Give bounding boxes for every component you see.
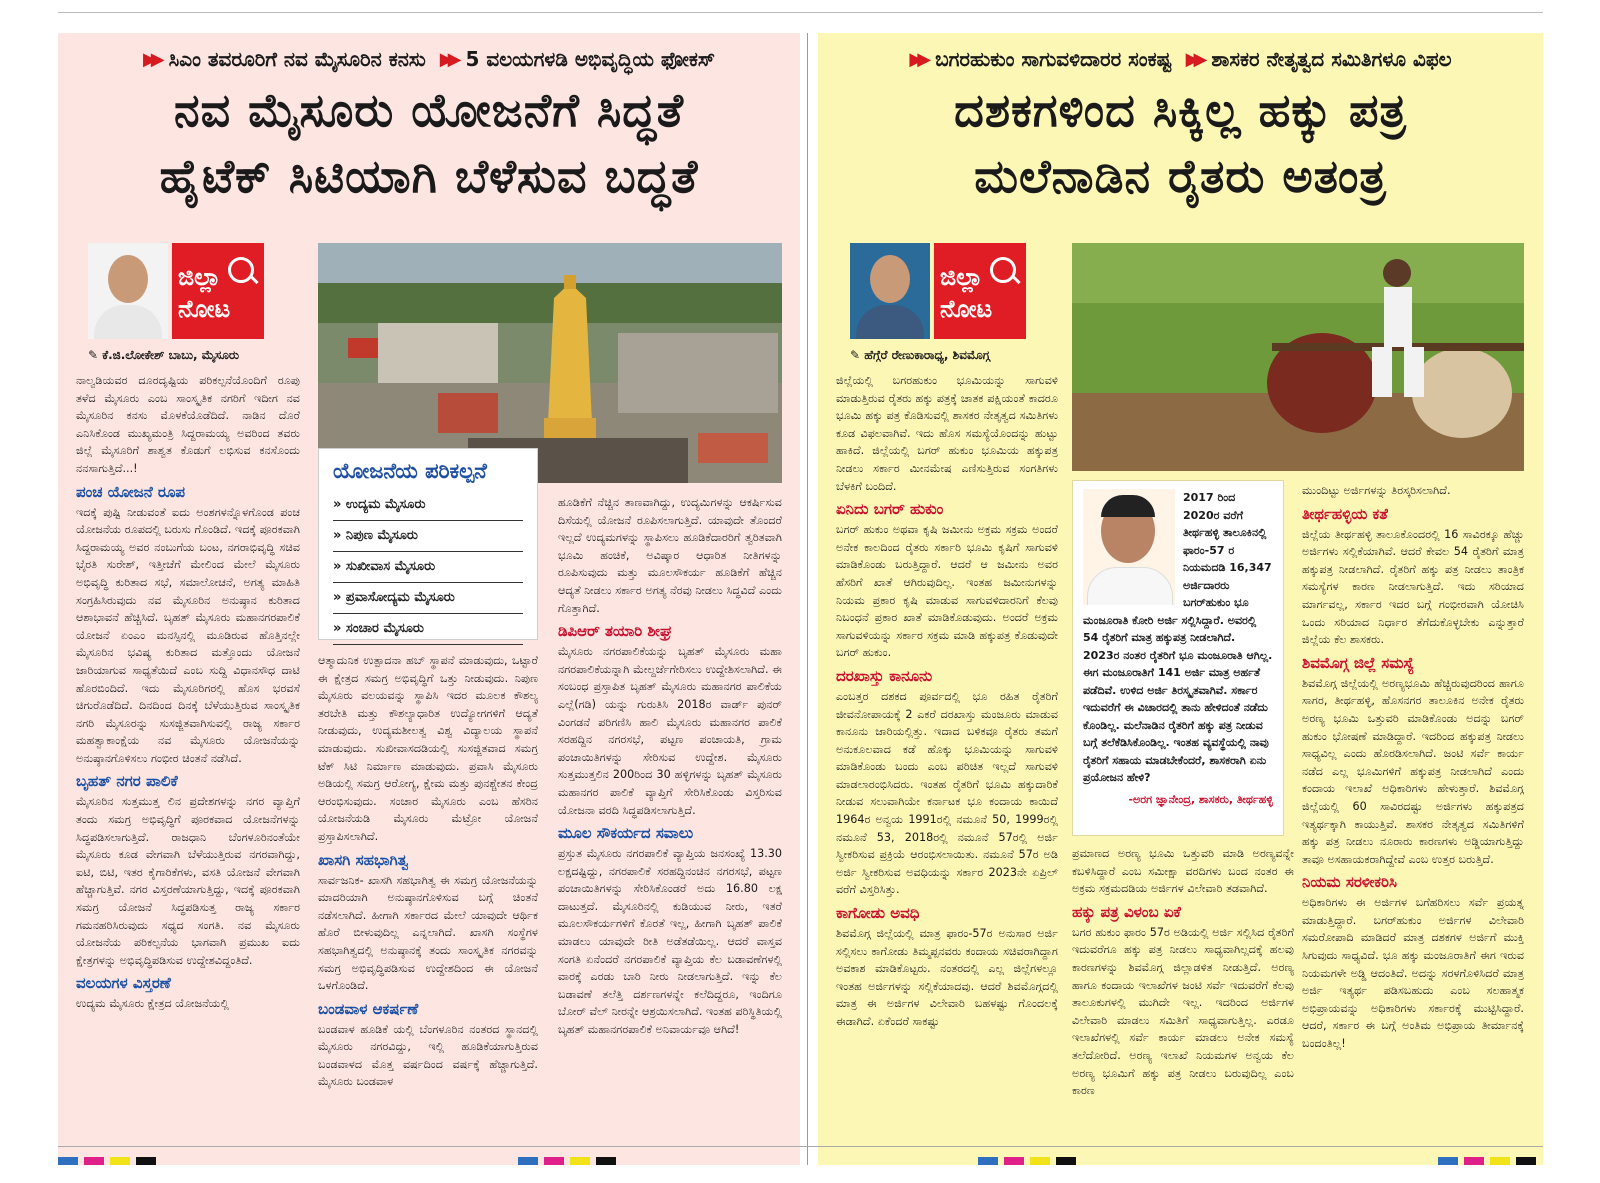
magnifier-icon — [228, 257, 254, 283]
left-kickers — [72, 47, 786, 71]
mla-photo — [1083, 489, 1175, 605]
right-headline — [832, 77, 1529, 209]
jilla-nota-logo: ಜಿಲ್ಲಾ ನೋಟ — [172, 243, 264, 339]
quote-attribution: -ಅರಗ ಜ್ಞಾನೇಂದ್ರ, ಶಾಸಕರು, ತೀರ್ಥಹಳ್ಳಿ — [1128, 792, 1273, 806]
right-column-3 — [1302, 482, 1524, 1142]
paragraph: ಶಿವಮೊಗ್ಗ ಜಿಲ್ಲೆಯಲ್ಲಿ ಅರಣ್ಯಭೂಮಿ ಹೆಚ್ಚಿರುವುದರಿಂದ ಹಾಗೂ ಸಾಗರ, ತೀರ್ಥಹಳ್ಳಿ, ಹೊಸನಗರ ತಾಲೂಕಿನ ಅನೇಕ ರೈತರು ಅರಣ್ಯ ಭೂಮಿ ಒತ್ತುವರಿ ಮಾಡಿಕೊಂಡು ಅದನ್ನು ಬಗರ್ ಹುಕುಂ ಭೋಷಣೆ ಮಾಡಿದ್ದಾರೆ. ಇದರಿಂದ ಹಕ್ಕುಪತ್ರ ನೀಡಲು ಸಾಧ್ಯವಿಲ್ಲ ಎಂದು ಹೊರಡಿಸಲಾಗಿದೆ. ಜಂಟಿ ಸರ್ವೆ ಕಾರ್ಯ ನಡೆದ ಎಲ್ಲ ಭೂಮಿಗಳಿಗೆ ಹಕ್ಕುಪತ್ರ ನೀಡಲಾಗಿದೆ ಎಂದು ಕಂದಾಯ ಇಲಾಖೆ ಅಧಿಕಾರಿಗಳು ಹೇಳುತ್ತಾರೆ. ಶಿವಮೊಗ್ಗ ಜಿಲ್ಲೆಯಲ್ಲಿ 60 ಸಾವಿರದಷ್ಟು ಅರ್ಜಿಗಳು ಹಕ್ಕುಪತ್ರದ ಇತ್ಯರ್ಥಕ್ಕಾಗಿ ಕಾಯುತ್ತಿವೆ. ಶಾಸಕರ ನೇತೃತ್ವದ ಸಮಿತಿಗಳಿಗೆ ಹಕ್ಕು ಪತ್ರ ನೀಡಲು ನೂರಾರು ಕಾರಣಗಳು ಅಡ್ಡಿಯಾಗುತ್ತಿದ್ದು ತಾವೂ ಅಸಹಾಯಕರಾಗಿದ್ದೇವೆ ಎಂಬ ಉತ್ತರ ಬರುತ್ತಿದೆ. — [1302, 676, 1524, 866]
kicker-text: ಬಗರಹುಕುಂ ಸಾಗುವಳಿದಾರರ ಸಂಕಷ್ಟ — [935, 47, 1172, 71]
right-column-1 — [836, 372, 1058, 1142]
paragraph: ಬಗರ ಹುಕುಂ ಫಾರಂ 57ರ ಅಡಿಯಲ್ಲಿ ಅರ್ಜಿ ಸಲ್ಲಿಸಿದ ರೈತರಿಗೆ ಇದುವರೆಗೂ ಹಕ್ಕು ಪತ್ರ ನೀಡಲು ಸಾಧ್ಯವಾಗಿಲ್ಲದಕ್ಕೆ ಹಲವು ಕಾರಣಗಳನ್ನು ಶಿವಮೊಗ್ಗ ಜಿಲ್ಲಾಡಳಿತ ನೀಡುತ್ತಿದೆ. ಅರಣ್ಯ ಹಾಗೂ ಕಂದಾಯ ಇಲಾಖೆಗಳ ಜಂಟಿ ಸರ್ವೆ ಇದುವರೆಗೆ ಕೆಲವು ತಾಲೂಕುಗಳಲ್ಲಿ ಮುಗಿದೇ ಇಲ್ಲ. ಇದರಿಂದ ಅರ್ಜಿಗಳ ವಿಲೇವಾರಿ ಮಾಡಲು ಸಮಿತಿಗೆ ಸಾಧ್ಯವಾಗುತ್ತಿಲ್ಲ. ಎರಡೂ ಇಲಾಖೆಗಳಲ್ಲಿ ಸರ್ವೆ ಕಾರ್ಯ ಮಾಡಲು ಅನೇಕ ಸಮಸ್ಯೆ ತಲೆದೋರಿದೆ. ಅರಣ್ಯ ಇಲಾಖೆ ನಿಯಮಗಳ ಅನ್ವಯ ಕೆಲ ಅರಣ್ಯ ಭೂಮಿಗೆ ಹಕ್ಕು ಪತ್ರ ನೀಡಲು ಬರುವುದಿಲ್ಲ ಎಂಬ ಕಾರಣ — [1072, 925, 1294, 1098]
list-item: » ನಿಪುಣ ಮೈಸೂರು — [333, 521, 523, 552]
kicker — [1186, 47, 1452, 71]
list-item: » ಉದ್ಯಮ ಮೈಸೂರು — [333, 490, 523, 521]
subheading: ಶಿವಮೊಗ್ಗ ಜಿಲ್ಲೆ ಸಮಸ್ಯೆ — [1302, 653, 1415, 672]
list-item: » ಸುಖೀವಾಸ ಮೈಸೂರು — [333, 552, 523, 583]
headline-line: ನವ ಮೈಸೂರು ಯೋಜನೆಗೆ ಸಿದ್ಧತೆ — [174, 83, 684, 137]
subheading: ವಲಯಗಳ ವಿಸ್ತರಣೆ — [76, 974, 171, 993]
kicker — [143, 47, 426, 71]
paragraph: ಮುಂದಿಟ್ಟು ಅರ್ಜಿಗಳನ್ನು ತಿರಸ್ಕರಿಸಲಾಗಿದೆ. — [1302, 484, 1451, 497]
left-column-2 — [318, 652, 538, 1142]
headline-line: ದಶಕಗಳಿಂದ ಸಿಕ್ಕಿಲ್ಲ ಹಕ್ಕು ಪತ್ರ — [954, 83, 1407, 137]
mla-quote-box — [1072, 480, 1284, 836]
jilla-nota-logo: ಜಿಲ್ಲಾ ನೋಟ — [934, 243, 1026, 339]
temple-aerial-photo — [318, 243, 782, 483]
kicker — [909, 47, 1171, 71]
subheading: ಡಿಪಿಆರ್ ತಯಾರಿ ಶೀಘ್ರ — [558, 622, 672, 641]
subheading: ಖಾಸಗಿ ಸಹಭಾಗಿತ್ವ — [318, 850, 409, 869]
headline-line: ಹೈಟೆಕ್ ಸಿಟಿಯಾಗಿ ಬೆಳೆಸುವ ಬದ್ಧತೆ — [159, 149, 699, 203]
paragraph: ಎಂಬತ್ತರ ದಶಕದ ಪೂರ್ವದಲ್ಲಿ ಭೂ ರಹಿತ ರೈತರಿಗೆ ಜೀವನೋಪಾಯಕ್ಕೆ 2 ಎಕರೆ ದರಖಾಸ್ತು ಮಂಜೂರು ಮಾಡುವ ಕಾನೂನು ಜಾರಿಯಲ್ಲಿತ್ತು. ಇದಾದ ಬಳಿಕವೂ ರೈತರು ತಮಗೆ ಅನುಕೂಲವಾದ ಕಡೆ ಹೊಕ್ಕು ಭೂಮಿಯನ್ನು ಸಾಗುವಳಿ ಮಾಡಿಕೊಂಡು ಬಂದು ಎಂಬ ಪರಿಚಿತ ಇಲ್ಲದೆ ಸಾಗುವಳಿ ಮಾಡಲಾರಂಭಿಸಿದರು. ಇಂತಹ ರೈತರಿಗೆ ಭೂಮಿ ಹಕ್ಕುದಾರಿಕೆ ನೀಡುವ ಸಲುವಾಗಿಯೇ ಕರ್ನಾಟಕ ಭೂ ಕಂದಾಯ ಕಾಯಿದೆ 1964ರ ಅನ್ವಯ 1991ರಲ್ಲಿ ನಮೂನೆ 50, 1999ರಲ್ಲಿ ನಮೂನೆ 53, 2018ರಲ್ಲಿ ನಮೂನೆ 57ರಲ್ಲಿ ಅರ್ಜಿ ಸ್ವೀಕರಿಸುವ ಪ್ರಕ್ರಿಯೆ ಆರಂಭಿಸಲಾಯಿತು. ನಮೂನೆ 57ರ ಅಡಿ ಅರ್ಜಿ ಸ್ವೀಕರಿಸುವ ಅವಧಿಯನ್ನು ಸರ್ಕಾರ 2023ನೇ ಏಪ್ರಿಲ್ ವರೆಗೆ ವಿಸ್ತರಿಸಿತ್ತು. — [836, 689, 1058, 897]
quote-text: 2017 ರಿಂದ 2020ರ ವರೆಗೆ ತೀರ್ಥಹಳ್ಳಿ ತಾಲೂಕಿನಲ್ಲಿ ಫಾರಂ-57 ರ ನಿಯಮದಡಿ 16,347 ಅರ್ಜಿದಾರರು ಬಗರ್‌ಹುಕುಂ ಭೂ ಮಂಜೂರಾತಿ ಕೋರಿ ಅರ್ಜಿ ಸಲ್ಲಿಸಿದ್ದಾರೆ. ಅವರಲ್ಲಿ 54 ರೈತರಿಗೆ ಮಾತ್ರ ಹಕ್ಕುಪತ್ರ ನೀಡಲಾಗಿದೆ. 2023ರ ನಂತರ ರೈತರಿಗೆ ಭೂ ಮಂಜೂರಾತಿ ಆಗಿಲ್ಲ. ಈಗ ಮಂಜೂರಾತಿಗೆ 141 ಅರ್ಜಿ ಮಾತ್ರ ಅರ್ಹತೆ ಪಡೆದಿವೆ. ಉಳಿದ ಅರ್ಜಿ ತಿರಸ್ಕೃತವಾಗಿವೆ. ಸರ್ಕಾರ ಇದುವರೆಗೆ ಈ ವಿಚಾರದಲ್ಲಿ ತಾನು ಹೇಳಿದಂತೆ ನಡೆದು ಕೊಂಡಿಲ್ಲ. ಮಲೆನಾಡಿನ ರೈತರಿಗೆ ಹಕ್ಕು ಪತ್ರ ನೀಡುವ ಬಗ್ಗೆ ತಲೆಕೆಡಿಸಿಕೊಂಡಿಲ್ಲ. ಇಂತಹ ವ್ಯವಸ್ಥೆಯಲ್ಲಿ ನಾವು ರೈತರಿಗೆ ಸಹಾಯ ಮಾಡಬೇಕೆಂದರೆ, ಶಾಸಕರಾಗಿ ಏನು ಪ್ರಯೋಜನ ಹೇಳಿ? — [1083, 491, 1273, 784]
subheading: ನಿಯಮ ಸರಳೀಕರಿಸಿ — [1302, 873, 1397, 892]
list-item: » ಪ್ರವಾಸೋದ್ಯಮ ಮೈಸೂರು — [333, 583, 523, 614]
paragraph: ಪ್ರಮಾಣದ ಅರಣ್ಯ ಭೂಮಿ ಒತ್ತುವರಿ ಮಾಡಿ ಅರಣ್ಯವನ್ನೇ ಕಬಳಿಸಿದ್ದಾರೆ ಎಂಬ ಸಮೀಕ್ಷಾ ವರದಿಗಳು ಬಂದ ನಂತರ ಈ ಅಕ್ರಮ ಸಕ್ರಮದಡಿಯ ಅರ್ಜಿಗಳ ವಿಲೇವಾರಿ ತಡವಾಗಿದೆ. — [1072, 847, 1294, 896]
paragraph: ಅಧಿಕಾರಿಗಳು ಈ ಅರ್ಜಿಗಳ ಬಗೆಹರಿಸಲು ಸರ್ವೆ ಪ್ರಯತ್ನ ಮಾಡುತ್ತಿದ್ದಾರೆ. ಬಗರ್‌ಹುಕುಂ ಅರ್ಜಿಗಳ ವಿಲೇವಾರಿ ಸಮರೋಪಾದಿ ಮಾಡಿದರೆ ಮಾತ್ರ ದಶಕಗಳ ಅರ್ಜಿಗೆ ಮುಕ್ತಿ ಸಿಗುವುದು ಸಾಧ್ಯವಿದೆ. ಭೂ ಹಕ್ಕು ಮಂಜೂರಾತಿಗೆ ಈಗ ಇರುವ ನಿಯಮಗಳೇ ಅಡ್ಡಿ ಆದಂತಿದೆ. ಅದನ್ನು ಸರಳಗೊಳಿಸಿದರೆ ಮಾತ್ರ ಅರ್ಜಿ ಇತ್ಯರ್ಥ ಪಡಿಸಬಹುದು ಎಂಬ ಸಲಹಾತ್ಮಕ ಅಭಿಪ್ರಾಯವನ್ನು ಅಧಿಕಾರಿಗಳು ಸರ್ಕಾರಕ್ಕೆ ಮುಟ್ಟಿಸಿದ್ದಾರೆ. ಆದರೆ, ಸರ್ಕಾರ ಈ ಬಗ್ಗೆ ಅಂತಿಮ ಅಭಿಪ್ರಾಯ ತೀರ್ಮಾನಕ್ಕೆ ಬಂದಂತಿಲ್ಲ! — [1302, 896, 1524, 1051]
byline: ✎ ಕೆ.ಜಿ.ಲೋಕೇಶ್ ಬಾಬು, ಮೈಸೂರು — [88, 348, 240, 362]
right-column-2 — [1072, 845, 1294, 1142]
subheading: ದರಖಾಸ್ತು ಕಾನೂನು — [836, 666, 933, 685]
paragraph: ನಾಲ್ವಡಿಯವರ ದೂರದೃಷ್ಟಿಯ ಪರಿಕಲ್ಪನೆಯೊಂದಿಗೆ ರೂಪು ತಳೆದ ಮೈಸೂರು ಎಂಬ ಸಾಂಸ್ಕೃತಿಕ ನಗರಿಗೆ ಇದೀಗ ನವ ಮೈಸೂರಿನ ಕನಸು ಮೊಳಕೆಯೊಡೆದಿದೆ. ನಾಡಿನ ದೊರೆ ಎನಿಸಿಕೊಂಡ ಮುಖ್ಯಮಂತ್ರಿ ಸಿದ್ದರಾಮಯ್ಯ ಅವರಿಂದ ತವರು ಜಿಲ್ಲೆ ಮೈಸೂರಿಗೆ ಶಾಶ್ವತ ಕೊಡುಗೆ ಲಭಿಸುವ ಕನಸೊಂದು ನನಸಾಗುತ್ತಿದೆ...! — [76, 374, 300, 475]
kicker-text: ಸಿಎಂ ತವರೂರಿಗೆ ನವ ಮೈಸೂರಿನ ಕನಸು — [168, 47, 426, 71]
top-rule — [58, 12, 1543, 13]
box-title: ಯೋಜನೆಯ ಪರಿಕಲ್ಪನೆ — [333, 459, 487, 483]
list-item: » ಸಂಚಾರ ಮೈಸೂರು — [333, 614, 523, 645]
left-column-3 — [558, 494, 782, 1142]
paragraph: ಆತ್ಮಾದುನಿಕ ಉತ್ಪಾದನಾ ಹಬ್ ಸ್ಥಾಪನೆ ಮಾಡುವುದು, ಒಟ್ಟಾರೆ ಈ ಕ್ಷೇತ್ರದ ಸಮಗ್ರ ಅಭಿವೃದ್ಧಿಗೆ ಒತ್ತು ನೀಡುವುದು. ನಿಪುಣ ಮೈಸೂರು ವಲಯವನ್ನು ಸ್ಥಾಪಿಸಿ ಇದರ ಮೂಲಕ ಕೌಶಲ್ಯ ತರಬೇತಿ ಮತ್ತು ಕೌಶಲ್ಯಾಧಾರಿತ ಉದ್ಯೋಗಗಳಿಗೆ ಆದ್ಯತೆ ನೀಡುವುದು, ಉದ್ಯಮಶೀಲತ್ವ ವಿಶ್ವ ವಿದ್ಯಾಲಯ ಸ್ಥಾಪನೆ ಮಾಡುವುದು. ಸುಖೀವಾಸದಡಿಯಲ್ಲಿ ಸುಸಜ್ಜಿತವಾದ ಸಮಗ್ರ ಟೆಕ್ ಸಿಟಿ ನಿರ್ಮಾಣ ಮಾಡುವುದು. ಪ್ರವಾಸಿ ಮೈಸೂರು ಅಡಿಯಲ್ಲಿ ಸಮಗ್ರ ಆರೋಗ್ಯ, ಕ್ಷೇಮ ಮತ್ತು ಪುನಶ್ಚೇತನ ಕೇಂದ್ರ ಆರಂಭಿಸುವುದು. ಸಂಚಾರ ಮೈಸೂರು ಎಂಬ ಹೆಸರಿನ ಯೋಜನೆಯಡಿ ಮೈಸೂರು ಮೆಟ್ರೋ ಯೋಜನೆ ಪ್ರಸ್ತಾಪಿಸಲಾಗಿದೆ. — [318, 654, 538, 843]
subheading: ಬೃಹತ್ ನಗರ ಪಾಲಿಕೆ — [76, 772, 178, 791]
right-kickers — [832, 47, 1529, 71]
left-headline — [72, 77, 786, 209]
headline-line: ಮಲೆನಾಡಿನ ರೈತರು ಅತಂತ್ರ — [974, 149, 1387, 203]
registration-marks — [58, 1157, 156, 1165]
paragraph: ಮೈಸೂರಿನ ಸುತ್ತಮುತ್ತ ಲಿನ ಪ್ರದೇಶಗಳನ್ನು ನಗರ ವ್ಯಾಪ್ತಿಗೆ ತಂದು ಸಮಗ್ರ ಅಭಿವೃದ್ಧಿಗೆ ಪೂರಕವಾದ ಯೋಜನೆಗಳನ್ನು ಸಿದ್ಧಪಡಿಸಲಾಗುತ್ತಿದೆ. ರಾಜಧಾನಿ ಬೆಂಗಳೂರಿನಂತೆಯೇ ಮೈಸೂರು ಕೂಡ ವೇಗವಾಗಿ ಬೆಳೆಯುತ್ತಿರುವ ನಗರವಾಗಿದ್ದು, ಐಟಿ, ಬಿಟಿ, ಇತರ ಕೈಗಾರಿಕೆಗಳು, ವಸತಿ ಯೋಜನೆ ವೇಗವಾಗಿ ಹೆಚ್ಚಾಗುತ್ತಿವೆ. ನಗರ ವಿಸ್ತರಣೆಯಾಗುತ್ತಿದ್ದು, ಇದಕ್ಕೆ ಪೂರಕವಾಗಿ ಸಮಗ್ರ ಯೋಜನೆ ಸಿದ್ಧಪಡಿಸುತ್ತ ರಾಜ್ಯ ಸರ್ಕಾರ ಗಮನಹರಿಸಿರುವುದು ಸಧ್ಯದ ಸಂಗತಿ. ನವ ಮೈಸೂರು ಯೋಜನೆಯ ಪರಿಕಲ್ಪನೆಯ ಭಾಗವಾಗಿ ಪ್ರಮುಖ ಐದು ಕ್ಷೇತ್ರಗಳನ್ನು ಅಭಿವೃದ್ಧಿಪಡಿಸುವ ಉದ್ದೇಶವಿದ್ದಂತಿದೆ. — [76, 795, 300, 967]
double-arrow-icon: ▶▶ — [909, 48, 926, 70]
registration-marks — [518, 1157, 616, 1165]
registration-marks — [1438, 1157, 1536, 1165]
subheading: ಬಂಡವಾಳ ಆಕರ್ಷಣೆ — [318, 999, 419, 1018]
reporter-photo — [850, 243, 930, 339]
kicker-text: ಶಾಸಕರ ನೇತೃತ್ವದ ಸಮಿತಿಗಳೂ ವಿಫಲ — [1211, 47, 1452, 71]
subheading: ಕಾಗೋಡು ಅವಧಿ — [836, 904, 920, 923]
paragraph: ಬಗರ್ ಹುಕುಂ ಅಥವಾ ಕೃಷಿ ಜಮೀನು ಅಕ್ರಮ ಸಕ್ರಮ ಅಂದರೆ ಅನೇಕ ಕಾಲದಿಂದ ರೈತರು ಸರ್ಕಾರಿ ಭೂಮಿ ಕೃಷಿಗೆ ಸಾಗುವಳಿ ಮಾಡಿಕೊಂಡು ಬರುತ್ತಿದ್ದಾರೆ. ಆದರೆ ಆ ಜಮೀನು ಅವರ ಹೆಸರಿಗೆ ಖಾತೆ ಆಗಿರುವುದಿಲ್ಲ. ಇಂತಹ ಜಮೀನುಗಳನ್ನು ನಿಯಮ ಪ್ರಕಾರ ಕೃಷಿ ಮಾಡುವ ಸಾಗುವಳಿದಾರನಿಗೆ ಕೆಲವು ನಿಬಂಧನೆ ಪ್ರಕಾರ ಖಾತೆ ಮಾಡಿಕೊಡುವುದು. ಅಂದರೆ ಅಕ್ರಮ ಸಾಗುವಳಿಯನ್ನು ಸರ್ಕಾರ ಸಕ್ರಮ ಮಾಡಿ ಹಕ್ಕುಪತ್ರ ಕೊಡುವುದೇ ಬಗರ್ ಹುಕುಂ. — [836, 523, 1058, 660]
paragraph: ಬಂಡವಾಳ ಹೂಡಿಕೆ ಯಲ್ಲಿ ಬೆಂಗಳೂರಿನ ನಂತರದ ಸ್ಥಾನದಲ್ಲಿ ಮೈಸೂರು ನಗರವಿದ್ದು, ಇಲ್ಲಿ ಹೂಡಿಕೆಯಾಗುತ್ತಿರುವ ಬಂಡವಾಳದ ಮೊತ್ತ ವರ್ಷದಿಂದ ವರ್ಷಕ್ಕೆ ಹೆಚ್ಚಾಗುತ್ತಿದೆ. ಮೈಸೂರು ಬಂಡವಾಳ — [318, 1022, 538, 1089]
paragraph: ಉದ್ಯಮ ಮೈಸೂರು ಕ್ಷೇತ್ರದ ಯೋಜನೆಯಲ್ಲಿ — [76, 997, 229, 1011]
kicker-text: 5 ವಲಯಗಳಡಿ ಅಭಿವೃದ್ಧಿಯ ಫೋಕಸ್ — [465, 47, 716, 71]
byline: ✎ ಹೆಗ್ಗೆರೆ ರೇಣುಕಾರಾಧ್ಯ, ಶಿವಮೊಗ್ಗ — [850, 348, 990, 362]
subheading: ಏನಿದು ಬಗರ್ ಹುಕುಂ — [836, 500, 944, 519]
subheading: ಪಂಚ ಯೋಜನೆ ರೂಪ — [76, 482, 186, 501]
left-column-1 — [76, 372, 300, 1142]
farmer-ploughing-photo — [1072, 243, 1524, 471]
paragraph: ಹೂಡಿಕೆಗೆ ನೆಚ್ಚಿನ ತಾಣವಾಗಿದ್ದು, ಉದ್ಯಮಿಗಳನ್ನು ಆಕರ್ಷಿಸುವ ದಿಸೆಯಲ್ಲಿ ಯೋಜನೆ ರೂಪಿಸಲಾಗುತ್ತಿದೆ. ಯಾವುದೇ ತೊಂದರೆ ಇಲ್ಲದೆ ಉದ್ಯಮಗಳನ್ನು ಸ್ಥಾಪಿಸಲು ಹೂಡಿಕೆದಾರರಿಗೆ ತ್ವರಿತವಾಗಿ ಭೂಮಿ ಹಂಚಿಕೆ, ಅವಿಷ್ಕಾರ ಆಧಾರಿತ ನೀತಿಗಳನ್ನು ರೂಪಿಸುವುದು ಮತ್ತು ಮೂಲಸೌಕರ್ಯ ಹೂಡಿಕೆಗೆ ಹೆಚ್ಚಿನ ಆದ್ಯತೆ ನೀಡಲು ಸರ್ಕಾರ ಅಗತ್ಯ ನೆರವು ನೀಡಲು ಸಿದ್ಧವಿದೆ ಎಂದು ಗೊತ್ತಾಗಿದೆ. — [558, 496, 782, 615]
registration-marks — [978, 1157, 1076, 1165]
paragraph: ಪ್ರಸ್ತುತ ಮೈಸೂರು ನಗರಪಾಲಿಕೆ ವ್ಯಾಪ್ತಿಯ ಜನಸಂಖ್ಯೆ 13.30 ಲಕ್ಷದಷ್ಟಿದ್ದು, ನಗರಪಾಲಿಕೆ ಸರಹದ್ದಿನಂಚಿನ ನಗರಸಭೆ, ಪಟ್ಟಣ ಪಂಚಾಯಿತಿಗಳನ್ನು ಸೇರಿಸಿಕೊಂಡರೆ ಅದು 16.80 ಲಕ್ಷ ದಾಟುತ್ತದೆ. ಮೈಸೂರಿನಲ್ಲಿ ಕುಡಿಯುವ ನೀರು, ಇತರೆ ಮೂಲಸೌಕರ್ಯಗಳಿಗೆ ಕೊರತೆ ಇಲ್ಲ, ಹೀಗಾಗಿ ಬೃಹತ್ ಪಾಲಿಕೆ ಮಾಡಲು ಯಾವುದೇ ರೀತಿ ಅಡೆತಡೆಯಿಲ್ಲ. ಆದರೆ ವಾಸ್ತವ ಸಂಗತಿ ಏನೆಂದರೆ ನಗರಪಾಲಿಕೆ ವ್ಯಾಪ್ತಿಯ ಕೆಲ ಬಡಾವಣೆಗಳಲ್ಲಿ ವಾರಕ್ಕೆ ಎರಡು ಬಾರಿ ನೀರು ನೀಡಲಾಗುತ್ತಿದೆ. ಇನ್ನು ಕೆಲ ಬಡಾವಣೆ ತಲೆತ್ತಿ ದರ್ಶಣಗಳನ್ನೇ ಕಲೆದಿದ್ದರೂ, ಇಂದಿಗೂ ಬೋರ್ ವೆಲ್ ನೀರನ್ನೇ ಆಶ್ರಯಿಸಲಾಗಿದೆ. ಇಂತಹ ಪರಿಸ್ಥಿತಿಯಲ್ಲಿ ಬೃಹತ್ ಮಹಾನಗರಪಾಲಿಕೆ ಅನಿವಾರ್ಯವೂ ಆಗಿದೆ! — [558, 847, 782, 1037]
page-divider — [807, 33, 808, 1165]
magnifier-icon — [990, 257, 1016, 283]
paragraph: ಮೈಸೂರು ನಗರಪಾಲಿಕೆಯನ್ನು ಬೃಹತ್ ಮೈಸೂರು ಮಹಾ ನಗರಪಾಲಿಕೆಯನ್ನಾಗಿ ಮೇಲ್ದರ್ಜೆಗೇರಿಸಲು ಉದ್ದೇಶಿಸಲಾಗಿದೆ. ಈ ಸಂಬಂಧ ಪ್ರಸ್ತಾಪಿತ ಬೃಹತ್ ಮೈಸೂರು ಮಹಾನಗರ ಪಾಲಿಕೆಯ ಎಲ್ಲೆ(ಗಡಿ) ಯನ್ನು ಗುರುತಿಸಿ 2018ರ ವಾರ್ಡ್ ಪುನರ್ ವಿಂಗಡನೆ ಪರಿಗಣಿಸಿ ಹಾಲಿ ಮೈಸೂರು ಮಹಾನಗರ ಪಾಲಿಕೆ ಸರಹದ್ದಿನ ನಗರಸಭೆ, ಪಟ್ಟಣ ಪಂಚಾಯತಿ, ಗ್ರಾಮ ಪಂಚಾಯಿತಿಗಳನ್ನು ಸೇರಿಸುವ ಉದ್ದೇಶ. ಮೈಸೂರು ಸುತ್ತಮುತ್ತಲಿನ 200ರಿಂದ 30 ಹಳ್ಳಿಗಳನ್ನು ಬೃಹತ್ ಮೈಸೂರು ಮಹಾನಗರ ಪಾಲಿಕೆ ವ್ಯಾಪ್ತಿಗೆ ಸೇರಿಸಿಕೊಂಡು ವಿಸ್ತರಿಸುವ ಯೋಜನಾ ವರದಿ ಸಿದ್ಧಪಡಿಸಲಾಗುತ್ತಿದೆ. — [558, 645, 782, 817]
plan-concept-box — [318, 448, 538, 640]
double-arrow-icon: ▶▶ — [439, 48, 456, 70]
kicker — [440, 47, 715, 71]
reporter-photo — [88, 243, 168, 339]
subheading: ಹಕ್ಕು ಪತ್ರ ವಿಳಂಬ ಏಕೆ — [1072, 902, 1181, 921]
paragraph: ಇದಕ್ಕೆ ಪುಷ್ಟಿ ನೀಡುವಂತೆ ಐದು ಅಂಶಗಳನ್ನೊಳಗೊಂಡ ಪಂಚ ಯೋಜನೆಯ ರೂಪದಲ್ಲಿ ಬರುಸು ಗೊಂಡಿದೆ. ಇದಕ್ಕೆ ಪೂರಕವಾಗಿ ಸಿದ್ದರಾಮಯ್ಯ ಅವರ ನಂಬುಗೆಯ ಬಂಟ, ನಗರಾಭಿವೃದ್ಧಿ ಸಚಿವ ಭೈರತಿ ಸುರೇಶ್, ಇತ್ತೀಚೆಗೆ ಮೇಲಿಂದ ಮೇಲೆ ಮೈಸೂರು ಅಭಿವೃದ್ಧಿ ಕುರಿತಾದ ಸಭೆ, ಸಮಾಲೋಚನೆ, ಅಗತ್ಯ ಮಾಹಿತಿ ಸಂಗ್ರಹಿಸಿರುವುದು ನವ ಮೈಸೂರಿನ ಅನುಷ್ಠಾನ ಕುರಿತಾದ ಆಶಾಭಾವನೆ ಹೆಚ್ಚಿಸಿದೆ. ಬೃಹತ್ ಮೈಸೂರು ಮಹಾನಗರಪಾಲಿಕೆ ಯೋಜನೆ ಏಂಎಂ ಮನಸ್ಸಿನಲ್ಲಿ ಮೂಡಿರುವ ಹೊತ್ತಿನಲ್ಲೇ ಮೈಸೂರಿನ ಭವಿಷ್ಯ ಕುರಿತಾದ ಮತ್ತೊಂದು ಯೋಜನೆ ಜಾರಿಯಾಗುವ ಸಾಧ್ಯತೆಯಿದೆ ಎಂಬ ಸುದ್ದಿ ವಿಧಾನಸೌಧ ದಾಟಿ ಹೊರಬಿಂದಿದೆ. ಇದು ಮೈಸೂರಿಗರಲ್ಲಿ ಹೊಸ ಭರವಸೆ ಚಿಗುರೊಡೆದಿದೆ. ದಿನದಿಂದ ದಿನಕ್ಕೆ ಬೆಳೆಯುತ್ತಿರುವ ಸಾಂಸ್ಕೃತಿಕ ನಗರಿ ಮೈಸೂರನ್ನು ಸುಸಜ್ಜಿತವಾಗಿಸುವಲ್ಲಿ ರಾಜ್ಯ ಸರ್ಕಾರ ಮಹತ್ವಾಕಾಂಕ್ಷೆಯ ನವ ಮೈಸೂರು ಯೋಜನೆಯನ್ನು ಅನುಷ್ಠಾನಗೊಳಿಸಲು ಗಂಭೀರ ಚಿಂತನೆ ನಡೆಸಿದೆ. — [76, 505, 300, 765]
double-arrow-icon: ▶▶ — [142, 48, 159, 70]
paragraph: ಸಾರ್ವಜನಿಕ- ಖಾಸಗಿ ಸಹಭಾಗಿತ್ವ ಈ ಸಮಗ್ರ ಯೋಜನೆಯನ್ನು ಮಾದರಿಯಾಗಿ ಅನುಷ್ಠಾನಗೊಳಿಸುವ ಬಗ್ಗೆ ಚಿಂತನೆ ನಡೆಸಲಾಗಿದೆ. ಹೀಗಾಗಿ ಸರ್ಕಾರದ ಮೇಲೆ ಯಾವುದೇ ಆರ್ಥಿಕ ಹೊರೆ ಬೀಳುವುದಿಲ್ಲ ಎನ್ನಲಾಗಿದೆ. ಖಾಸಗಿ ಸಂಸ್ಥೆಗಳ ಸಹಭಾಗಿತ್ವದಲ್ಲಿ ಅನುಷ್ಠಾನಕ್ಕೆ ತಂದು ಸಾಂಸ್ಕೃತಿಕ ನಗರವನ್ನು ಸಮಗ್ರ ಅಭಿವೃದ್ಧಿಪಡಿಸುವ ಉದ್ದೇಶದಿಂದ ಈ ಯೋಜನೆ ಒಳಗೊಂಡಿದೆ. — [318, 873, 538, 993]
subheading: ಮೂಲ ಸೌಕರ್ಯದ ಸವಾಲು — [558, 824, 694, 843]
double-arrow-icon: ▶▶ — [1185, 48, 1202, 70]
bottom-rule — [58, 1146, 1543, 1147]
subheading: ತೀರ್ಥಹಳ್ಳಿಯ ಕತೆ — [1302, 504, 1388, 523]
paragraph: ಶಿವಮೊಗ್ಗ ಜಿಲ್ಲೆಯಲ್ಲಿ ಮಾತ್ರ ಫಾರಂ-57ರ ಅನುಸಾರ ಅರ್ಜಿ ಸಲ್ಲಿಸಲು ಕಾಗೋಡು ತಿಮ್ಮಪ್ಪನವರು ಕಂದಾಯ ಸಚಿವರಾಗಿದ್ದಾಗ ಅವಕಾಶ ಮಾಡಿಕೊಟ್ಟರು. ನಂತರದಲ್ಲಿ ಎಲ್ಲ ಜಿಲ್ಲೆಗಳಲ್ಲೂ ಇಂತಹ ಅರ್ಜಿಗಳನ್ನು ಸಲ್ಲಿಕೆಯಾದವು. ಆದರೆ ಶಿವಮೊಗ್ಗದಲ್ಲಿ ಮಾತ್ರ ಈ ಅರ್ಜಿಗಳ ವಿಲೇವಾರಿ ಬಹಳಷ್ಟು ಗೊಂದಲಕ್ಕೆ ಈಡಾಗಿದೆ. ಏಕೆಂದರೆ ಸಾಕಷ್ಟು — [836, 927, 1058, 1028]
paragraph: ಜಿಲ್ಲೆಯಲ್ಲಿ ಬಗರಹುಕುಂ ಭೂಮಿಯನ್ನು ಸಾಗುವಳಿ ಮಾಡುತ್ತಿರುವ ರೈತರು ಹಕ್ಕು ಪತ್ರಕ್ಕೆ ಚಾತಕ ಪಕ್ಷಿಯಂತೆ ಕಾದರೂ ಭೂಮಿ ಹಕ್ಕು ಪತ್ರ ಕೊಡಿಸುವಲ್ಲಿ ಶಾಸಕರ ನೇತೃತ್ವದ ಸಮಿತಿಗಳು ಕೂಡ ವಿಫಲವಾಗಿವೆ. ಇದು ಹೊಸ ಸಮಸ್ಯೆಯೊಂದನ್ನು ಹುಟ್ಟು ಹಾಕಿದೆ. ಜಿಲ್ಲೆಯಲ್ಲಿ ಬಗರ್ ಹುಕುಂ ಭೂಮಿಯ ಹಕ್ಕುಪತ್ರ ನೀಡಲು ಸರ್ಕಾರ ಮೀನಮೇಷ ಎಣಿಸುತ್ತಿರುವ ಸಂಗತಿಗಳು ಬೆಳಕಿಗೆ ಬಂದಿದೆ. — [836, 374, 1058, 493]
paragraph: ಜಿಲ್ಲೆಯ ತೀರ್ಥಹಳ್ಳಿ ತಾಲೂಕೊಂದರಲ್ಲಿ 16 ಸಾವಿರಕ್ಕೂ ಹೆಚ್ಚು ಅರ್ಜಿಗಳು ಸಲ್ಲಿಕೆಯಾಗಿವೆ. ಆದರೆ ಕೇವಲ 54 ರೈತರಿಗೆ ಮಾತ್ರ ಹಕ್ಕುಪತ್ರ ನೀಡಲಾಗಿದೆ. ರೈತರಿಗೆ ಹಕ್ಕು ಪತ್ರ ನೀಡಲು ತಾಂತ್ರಿಕ ಸಮಸ್ಯೆಗಳ ಕಾರಣ ನೀಡಲಾಗುತ್ತಿದೆ. ಇದು ಸರಿಯಾದ ಮಾರ್ಗವಲ್ಲ, ಸರ್ಕಾರ ಇದರ ಬಗ್ಗೆ ಗಂಭೀರವಾಗಿ ಯೋಚಿಸಿ ಒಂದು ಸರಿಯಾದ ನಿರ್ಧಾರ ತೆಗೆದುಕೊಳ್ಳಬೇಕು ಎನ್ನುತ್ತಾರೆ ಜಿಲ್ಲೆಯ ಕೆಲ ಶಾಸಕರು. — [1302, 527, 1524, 647]
